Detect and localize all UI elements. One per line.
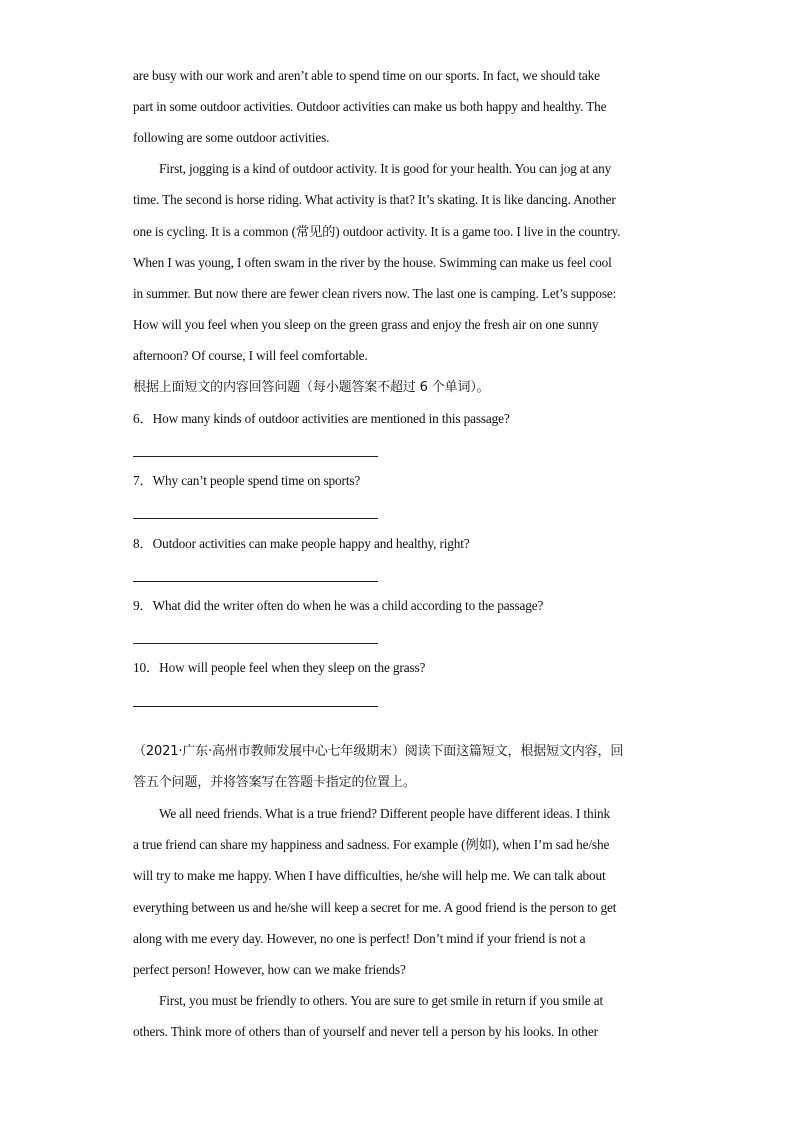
section2-header: （2021·广东·高州市教师发展中心七年级期末）阅读下面这篇短文，根据短文内容，回 <box>133 744 624 759</box>
passage1-line: time. The second is horse riding. What activity is that? It’s skating. It is like dancing. Another <box>133 192 616 207</box>
passage2-line: others. Think more of others than of yourself and never tell a person by his looks. In other <box>133 1024 598 1039</box>
passage2-line: First, you must be friendly to others. You are sure to get smile in return if you smile at <box>159 993 604 1008</box>
passage1-line: one is cycling. It is a common (常见的) outdoor activity. It is a game too. I live in the country. <box>133 224 621 239</box>
passage2-line: everything between us and he/she will keep a secret for me. A good friend is the person to get <box>133 900 617 915</box>
passage2-line: will try to make me happy. When I have difficulties, he/she will help me. We can talk about <box>133 868 606 883</box>
passage1-line: First, jogging is a kind of outdoor activity. It is good for your health. You can jog at any <box>159 161 612 176</box>
passage2-line: perfect person! However, how can we make friends? <box>133 962 406 977</box>
question-10: 10．How will people feel when they sleep on the grass? <box>133 660 426 675</box>
passage1-line: following are some outdoor activities. <box>133 130 330 145</box>
question-7: 7．Why can’t people spend time on sports? <box>133 473 361 488</box>
passage1-line: in summer. But now there are fewer clean rivers now. The last one is camping. Let’s suppose: <box>133 286 617 301</box>
answer-blank-10[interactable] <box>133 706 378 707</box>
section2-header: 答五个问题，并将答案写在答题卡指定的位置上。 <box>133 775 416 790</box>
passage1-line: How will you feel when you sleep on the green grass and enjoy the fresh air on one sunny <box>133 317 599 332</box>
answer-blank-9[interactable] <box>133 643 378 644</box>
answer-blank-6[interactable] <box>133 456 378 457</box>
passage2-line: along with me every day. However, no one is perfect! Don’t mind if your friend is not a <box>133 931 586 946</box>
passage2-line: We all need friends. What is a true friend? Different people have different ideas. I think <box>159 806 611 821</box>
question-9: 9．What did the writer often do when he was a child according to the passage? <box>133 598 544 613</box>
answer-blank-7[interactable] <box>133 518 378 519</box>
question-8: 8．Outdoor activities can make people happy and healthy, right? <box>133 536 470 551</box>
passage1-line: When I was young, I often swam in the river by the house. Swimming can make us feel cool <box>133 255 612 270</box>
passage1-line: afternoon? Of course, I will feel comfortable. <box>133 348 368 363</box>
passage2-line: a true friend can share my happiness and sadness. For example (例如), when I’m sad he/she <box>133 837 610 852</box>
passage1-line: part in some outdoor activities. Outdoor activities can make us both happy and healthy. The <box>133 99 607 114</box>
question-instruction: 根据上面短文的内容回答问题（每小题答案不超过 6 个单词）。 <box>133 380 490 395</box>
answer-blank-8[interactable] <box>133 581 378 582</box>
question-6: 6．How many kinds of outdoor activities are mentioned in this passage? <box>133 411 510 426</box>
passage1-line: are busy with our work and aren’t able to spend time on our sports. In fact, we should take <box>133 68 600 83</box>
